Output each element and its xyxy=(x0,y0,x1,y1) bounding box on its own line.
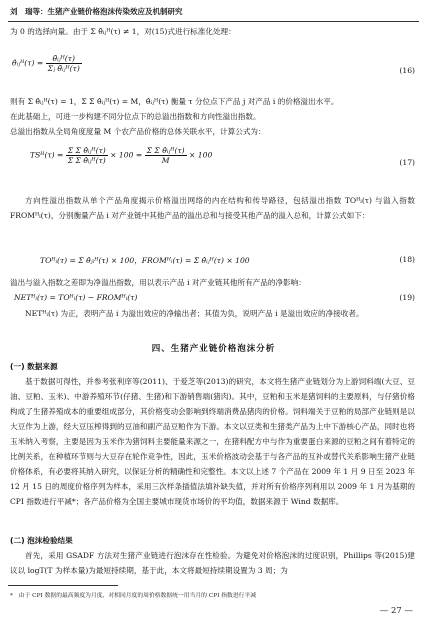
footnote-rule xyxy=(8,585,118,586)
eq17-denominator-2: M xyxy=(161,156,170,165)
equation-16 xyxy=(12,54,82,73)
page-number: — 27 — xyxy=(379,606,413,616)
eq17-numerator-1: Σ Σ θ̂ᵢⱼᴴ(τ) xyxy=(67,146,106,155)
eq16-numerator: θ̃ᵢⱼᴴ(τ) xyxy=(46,54,82,64)
equation-19-number: (19) xyxy=(399,293,415,302)
eq17-middle: × 100 = xyxy=(110,150,143,160)
paragraph-data-source: 基于数据可得性，并参考张利庠等(2011)、于爱芝等(2013)的研究，本文将生猪产业链划分为上游饲料端(大豆、豆油、豆粕、玉米)、中游养殖环节(仔猪、生猪)和下游销售端(猪肉)。其中，豆粕和玉米是猪饲料的主要原料，与仔猪价格构成了生猪养殖成本的重要组成部分，其价格变动会影响到终端消费品猪肉的价格。饲料端关于豆粕的局部产业链则是以大豆作为上游，经大豆压榨得到的豆油和副产品豆粕作为下游。本文以豆类和生猪类产品为上中下游核心产品，同时也将玉米纳入考察，主要是因为玉米作为猪饲料主要能量来源之一，在猪料配方中与作为重要蛋白来源的豆粕之间有着特定的比例关系，在种植环节则与大豆存在轮作竞争性，因此，玉米价格波动会基于与各产品的互补或替代关系影响生猪产业链价格体系，有必要将其纳入研究，以保证分析的精确性和完整性。本文以上述 7 个产品在 2009 年 1 月 9 日至 2023 年 12 月 15 日的周度价格序列为样本，采用三次样条插值法填补缺失值，并对所有价格序列利用以 2009 年 1 月为基期的 CPI 指数进行平减*；各产品价格为全国主要城市现货市场价的平均值，数据来源于 Wind 数据库。 xyxy=(10,377,415,506)
paragraph-net-sign: NETᴴᵢ(τ) 为正，表明产品 i 为溢出效应的净输出者；其值为负，说明产品 i 是溢出效应的净接收者。 xyxy=(25,309,364,318)
paragraph-net: 溢出与溢入指数之差即为净溢出指数，用以表示产品 i 对产业链其他所有产品的净影响： xyxy=(10,278,306,287)
eq17-fraction-2 xyxy=(145,146,187,165)
paragraph-16c: 总溢出指数从全局角度度量 M 个农产品价格的总体关联水平，计算公式为： xyxy=(10,127,266,136)
paragraph-directional: 方向性溢出指数从单个产品角度揭示价格溢出网络的内在结构和传导路径，包括溢出指数 TOᴴᵢ(τ) 与溢入指数 FROMᴴᵢ(τ)，分别衡量产品 i 对产业链中其他产品的溢出总和与接受其他产品的溢入总和，计算公式如下： xyxy=(10,196,415,220)
paragraph-intro: 为 0 的选择向量。由于 Σ θ̃ᵢⱼᴴ(τ) ≠ 1，对(15)式进行标准化处理： xyxy=(10,27,236,36)
equation-16-number: (16) xyxy=(399,66,415,75)
eq17-numerator-2: Σ Σ θ̂ᵢⱼᴴ(τ) xyxy=(146,146,185,155)
eq17-tail: × 100 xyxy=(189,150,213,160)
equation-18: TOᴴᵢ(τ) = Σ θ̂ⱼᵢᴴ(τ) × 100，FROMᴴᵢ(τ) = Σ θ̂ᵢⱼᴴ(τ) × 100 xyxy=(40,256,250,265)
equation-19: NETᴴᵢ(τ) = TOᴴᵢ(τ) − FROMᴴᵢ(τ) xyxy=(14,293,138,302)
section-title: 四、生猪产业链价格泡沫分析 xyxy=(151,344,276,354)
eq17-denominator-1: Σ Σ θ̂ᵢⱼᴴ(τ) xyxy=(67,156,106,165)
subsection-data-source: (一) 数据来源 xyxy=(10,362,58,371)
eq16-denominator: Σⱼ θ̃ᵢⱼᴴ(τ) xyxy=(47,64,80,73)
running-header: 刘 瑞等：生猪产业链价格泡沫传染效应及机制研究 xyxy=(10,7,183,16)
eq16-lhs: θ̂ᵢⱼᴴ(τ) = xyxy=(12,58,44,68)
paragraph-16a: 则有 Σ θ̂ᵢⱼᴴ(τ) = 1，Σ Σ θ̂ᵢⱼᴴ(τ) = M，θ̂ᵢⱼᴴ(τ) 衡量 τ 分位点下产品 j 对产品 i 的价格溢出水平。 xyxy=(10,97,339,106)
paragraph-16b: 在此基础上，可进一步构建不同分位点下的总溢出指数和方向性溢出指数。 xyxy=(10,112,261,121)
footnote: * 由于 CPI 数据的最高频度为月度，对相同月度的周价格数据统一用当月的 CPI 指数进行平减 xyxy=(10,593,257,599)
eq17-fraction-1 xyxy=(66,146,108,165)
equation-18-number: (18) xyxy=(399,255,415,264)
subsection-bubble-test: (二) 泡沫检验结果 xyxy=(10,536,73,545)
equation-17 xyxy=(30,146,212,165)
paragraph-bubble-test: 首先，采用 GSADF 方法对生猪产业链进行泡沫存在性检验。为避免对价格泡沫的过度识别，Phillips 等(2015)建议以 logT(T 为样本量)为最短持续期，基于此，本文将最短持续期设置为 3 周；为 xyxy=(10,551,415,575)
header-rule xyxy=(8,21,419,22)
equation-17-number: (17) xyxy=(399,158,415,167)
eq16-fraction xyxy=(46,54,82,73)
eq17-lhs: TSᴴ(τ) = xyxy=(30,150,64,160)
